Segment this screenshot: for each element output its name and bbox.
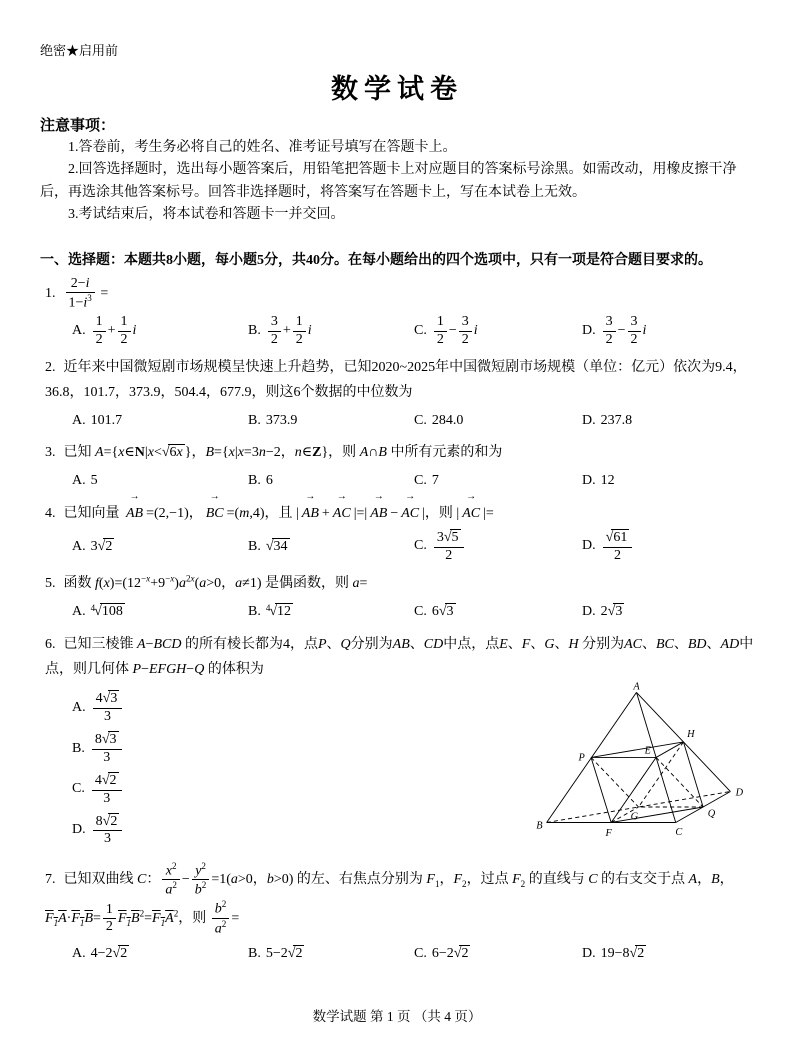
option-label: A. <box>72 538 86 554</box>
option-value: 373.9 <box>265 412 298 428</box>
option-value: 101.7 <box>90 412 123 428</box>
option-d <box>582 529 754 564</box>
question-4 <box>40 501 754 564</box>
option-a <box>72 690 526 725</box>
question-text: 已知三棱锥 A−BCD 的所有棱长都为4，点P、Q分别为AB、CD中点，点E、F、G、H 分别为AC、BC、BD、AD中点，则几何体 P−EFGH−Q 的体积为 <box>45 636 754 677</box>
option-value: $^4$√108 <box>90 602 123 620</box>
question-number: 6. <box>45 636 56 652</box>
question-5-options <box>45 599 754 624</box>
question-number: 4. <box>45 505 56 521</box>
option-value: 5−2√2 <box>265 945 303 961</box>
figure-label-q: Q <box>707 808 716 820</box>
question-number: 1. <box>45 285 56 301</box>
option-a <box>72 534 248 559</box>
option-label: C. <box>414 538 427 554</box>
tetrahedron-figure <box>526 680 748 847</box>
option-value: $\frac{√61}{2}$ <box>601 538 635 553</box>
option-c <box>414 529 582 564</box>
question-number: 5. <box>45 576 56 592</box>
question-number: 2. <box>45 359 56 375</box>
tetrahedron-svg <box>526 680 748 847</box>
page-title: 数学试卷 <box>331 74 463 104</box>
option-label: A. <box>72 323 86 339</box>
option-label: A. <box>72 604 86 620</box>
figure-label-g: G <box>630 811 639 823</box>
option-value: 5 <box>90 473 98 489</box>
question-2 <box>40 355 754 434</box>
question-3-options <box>45 468 754 493</box>
section-title: 一、选择题：本题共8小题，每小题5分，共40分。在每小题给出的四个选项中，只有一项是符合题目要求的。 <box>40 252 712 268</box>
option-value: 3√2 <box>90 538 113 554</box>
option-label: C. <box>72 781 85 797</box>
option-label: A. <box>72 412 86 428</box>
option-label: D. <box>72 822 86 838</box>
classification-label: 绝密★启用前 <box>40 43 119 58</box>
option-d <box>582 941 754 966</box>
option-value: 4−2√2 <box>90 945 128 961</box>
option-value: 12 <box>600 473 615 489</box>
option-value: 6−2√2 <box>431 945 469 961</box>
question-1 <box>40 276 754 348</box>
option-d <box>582 599 754 624</box>
option-label: C. <box>414 945 427 961</box>
option-label: D. <box>582 323 596 339</box>
option-label: B. <box>248 412 261 428</box>
question-2-options <box>45 408 754 433</box>
option-value: 6√3 <box>431 604 454 620</box>
option-b <box>248 941 414 966</box>
option-value: $\frac{1}{2}$ − $\frac{3}{2}$ i <box>432 323 478 338</box>
question-text: 已知双曲线 C： $\frac{x^2}{a^2}$ − $\frac{y^2}{b^2}$ =1(a>0，b>0) 的左、右焦点分别为 $F_1$，$F_2$，过点 $F_2$ 的直线与 C 的右支交于点 A，B， $F_1A\cdot F_1B=$ $\frac{1}{2}$ $F_1B^2=F_1A^2$，则 $\frac{b^2}{a^2}$ = <box>45 860 734 937</box>
option-value: 19−8√2 <box>600 945 645 961</box>
option-d <box>582 314 754 347</box>
figure-label-h: H <box>687 728 695 740</box>
question-text: $\frac{2-i}{1-i^3}$ = <box>64 286 109 301</box>
option-label: D. <box>582 538 596 554</box>
option-a <box>72 468 248 493</box>
question-4-options <box>45 529 754 564</box>
option-value: $\frac{3√5}{2}$ <box>432 538 466 553</box>
figure-label-d: D <box>735 787 744 799</box>
option-b <box>248 534 414 559</box>
question-number: 3. <box>45 445 56 461</box>
figure-label-a: A <box>633 681 640 693</box>
option-label: A. <box>72 945 86 961</box>
question-7-options <box>45 941 754 966</box>
option-label: D. <box>582 412 596 428</box>
notes-heading: 注意事项： <box>40 118 116 134</box>
edge-pf <box>591 757 611 822</box>
question-6-options <box>45 684 526 854</box>
question-6 <box>40 632 754 854</box>
option-a <box>72 941 248 966</box>
option-d <box>582 468 754 493</box>
question-1-stem <box>45 276 754 312</box>
option-label: A. <box>72 699 86 715</box>
option-label: D. <box>582 473 596 489</box>
option-c <box>414 314 582 347</box>
question-6-body <box>45 681 754 854</box>
figure-label-e: E <box>644 745 651 757</box>
notes-section <box>40 114 754 227</box>
option-c <box>414 599 582 624</box>
note-item-2: 2.回答选择题时，选出每小题答案后，用铅笔把答题卡上对应题目的答案标号涂黑。如需改动，用橡皮擦干净后，再选涂其他答案标号。回答非选择题时，将答案写在答题卡上，写在本试卷上无效。 <box>40 162 737 200</box>
option-value: $\frac{8√2}{3}$ <box>91 822 125 837</box>
option-c <box>72 772 526 807</box>
question-4-stem <box>45 501 754 526</box>
option-value: $\frac{1}{2}$ + $\frac{1}{2}$ i <box>91 323 137 338</box>
option-label: C. <box>414 412 427 428</box>
figure-label-f: F <box>605 827 612 839</box>
option-label: A. <box>72 473 86 489</box>
option-a <box>72 314 248 347</box>
option-c <box>414 408 582 433</box>
option-c <box>414 941 582 966</box>
option-a <box>72 408 248 433</box>
option-label: C. <box>414 323 427 339</box>
note-item-3: 3.考试结束后，将本试卷和答题卡一并交回。 <box>68 207 345 223</box>
option-label: C. <box>414 473 427 489</box>
option-value: $^4$√12 <box>265 602 292 620</box>
option-label: B. <box>248 538 261 554</box>
edge-pg-hidden <box>591 757 638 807</box>
option-value: √34 <box>265 538 288 554</box>
option-c <box>414 468 582 493</box>
option-b <box>248 599 414 624</box>
option-label: B. <box>248 945 261 961</box>
option-a <box>72 599 248 624</box>
option-value: 237.8 <box>600 412 633 428</box>
question-text: 已知向量 AB → =(2,−1)， BC → =(m,4)，且 | AB → + AC → |=| AB → − AC → |，则 | AC → |= <box>64 506 494 521</box>
question-3 <box>40 440 754 493</box>
option-label: C. <box>414 604 427 620</box>
question-3-stem <box>45 440 754 465</box>
option-value: $\frac{3}{2}$ + $\frac{1}{2}$ i <box>266 323 312 338</box>
figure-label-c: C <box>675 826 683 838</box>
option-b <box>248 408 414 433</box>
question-text: 近年来中国微短剧市场规模呈快速上升趋势，已知2020~2025年中国微短剧市场规模（单位：亿元）依次为9.4，36.8，101.7，373.9，504.4，677.9，则这6个数据的中位数为 <box>45 359 747 400</box>
question-2-stem <box>45 355 754 405</box>
option-value: $\frac{8√3}{3}$ <box>90 741 124 756</box>
option-b <box>248 314 414 347</box>
option-label: B. <box>248 604 261 620</box>
option-value: $\frac{4√2}{3}$ <box>90 781 124 796</box>
option-value: 284.0 <box>431 412 464 428</box>
figure-label-b: B <box>536 820 543 832</box>
question-7-stem <box>45 861 754 938</box>
option-value: 2√3 <box>600 604 623 620</box>
question-text: 函数 $f(x)=(12^{-x}+9^{-x})a^{2x}(a>0$，a≠1) 是偶函数，则 a= <box>63 573 368 592</box>
option-value: 7 <box>431 473 439 489</box>
question-7 <box>40 861 754 966</box>
note-item-1: 1.答卷前，考生务必将自己的姓名、准考证号填写在答题卡上。 <box>68 140 457 155</box>
option-label: B. <box>248 473 261 489</box>
page-footer: 数学试题 第 1 页 （共 4 页） <box>312 1009 482 1024</box>
question-5-stem <box>45 571 754 597</box>
option-b <box>72 731 526 766</box>
option-value: 6 <box>265 473 273 489</box>
option-value: $\frac{3}{2}$ − $\frac{3}{2}$ i <box>601 323 647 338</box>
question-6-stem <box>45 632 754 682</box>
option-value: $\frac{4√3}{3}$ <box>91 700 125 715</box>
option-d <box>72 813 526 848</box>
option-label: D. <box>582 945 596 961</box>
option-d <box>582 408 754 433</box>
question-number: 7. <box>45 872 56 888</box>
figure-label-p: P <box>578 752 585 764</box>
question-5 <box>40 571 754 625</box>
option-label: B. <box>248 323 261 339</box>
option-b <box>248 468 414 493</box>
question-text: 已知 A={x∈N|x<√6x }，B={x|x=3n−2，n∈Z}，则 A∩B 中所有元素的和为 <box>63 445 503 461</box>
option-label: D. <box>582 604 596 620</box>
question-1-options <box>45 314 754 347</box>
option-label: B. <box>72 740 85 756</box>
